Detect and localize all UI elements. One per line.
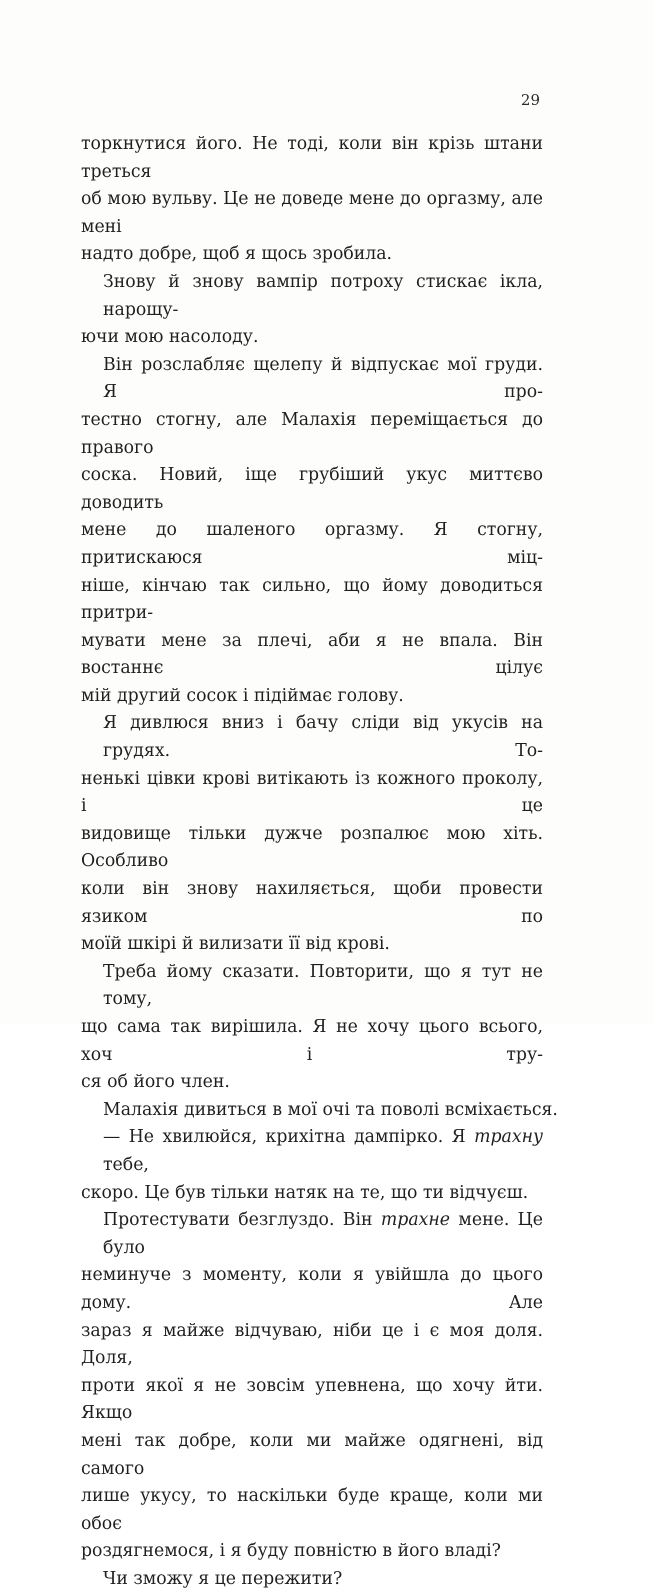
text-line: мувати мене за плечі, аби я не впала. Він востаннє цілує — [81, 630, 543, 679]
emphasized-word: трахне — [380, 1210, 451, 1231]
text-line: мені так добре, коли ми майже одягнені, від самого — [81, 1430, 543, 1479]
text-line: Він розслабляє щелепу й відпускає мої груди. Я про- — [103, 354, 543, 403]
text-line: мій другий сосок і підіймає голову. — [81, 685, 404, 706]
text-line: Малахія дивиться в мої очі та поволі всміхається. — [103, 1099, 558, 1120]
text-line — [81, 1207, 543, 1262]
text-line: ся об його член. — [81, 1072, 230, 1093]
text-line: що сама так вирішила. Я не хочу цього всього, хоч і тру- — [81, 1017, 543, 1065]
text-line: ючи мою насолоду. — [81, 327, 259, 348]
text-line: Я дивлюся вниз і бачу сліди від укусів на грудях. То- — [103, 713, 543, 762]
text-line: лише укусу, то наскільки буде краще, коли ми обоє — [81, 1486, 543, 1534]
text-line: роздягнемося, і я буду повністю в його владі? — [81, 1541, 501, 1562]
text-fragment: — Не хвилюйся, крихітна дампірко. Я — [103, 1127, 475, 1148]
text-line: проти якої я не зовсім упевнена, що хочу йти. Якщо — [81, 1375, 543, 1424]
text-fragment: мене. Це було — [103, 1210, 543, 1258]
page-number: 29 — [520, 91, 540, 109]
text-line: Треба йому сказати. Повторити, що я тут не тому, — [103, 961, 543, 1010]
text-line: зараз я майже відчуваю, ніби це і є моя доля. Доля, — [81, 1320, 543, 1369]
text-line: Чи зможу я це пережити? — [103, 1568, 343, 1589]
text-line: тестно стогну, але Малахія переміщається до правого — [81, 409, 543, 458]
text-line: соска. Новий, іще грубіший укус миттєво доводить — [81, 465, 543, 513]
text-fragment: тебе, — [103, 1154, 149, 1175]
text-line: ненькі цівки крові витікають із кожного проколу, і це — [81, 768, 543, 817]
text-line: мене до шаленого оргазму. Я стогну, притискаюся міц- — [81, 520, 543, 568]
text-line: скоро. Це був тільки натяк на те, що ти відчуєш. — [81, 1182, 529, 1203]
text-line — [81, 1124, 543, 1179]
text-fragment: Протестувати безглуздо. Він — [103, 1210, 381, 1231]
text-line: видовище тільки дужче розпалює мою хіть. Особливо — [81, 823, 543, 872]
text-line: ніше, кінчаю так сильно, що йому доводиться притри- — [81, 575, 543, 624]
body-text — [81, 131, 558, 1593]
text-line: неминуче з моменту, коли я увійшла до цього дому. Але — [81, 1265, 543, 1313]
text-line: коли він знову нахиляється, щоби провести язиком по — [81, 879, 543, 927]
text-line: Знову й знову вампір потроху стискає ікла, нарощу- — [103, 271, 543, 320]
text-line: моїй шкірі й вилизати її від крові. — [81, 934, 390, 955]
text-line: торкнутися його. Не тоді, коли він крізь штани треться — [81, 134, 543, 182]
text-line: об мою вульву. Це не доведе мене до оргазму, але мені — [81, 189, 543, 237]
text-line: надто добре, щоб я щось зробила. — [81, 244, 393, 265]
emphasized-word: трахну — [474, 1127, 543, 1148]
